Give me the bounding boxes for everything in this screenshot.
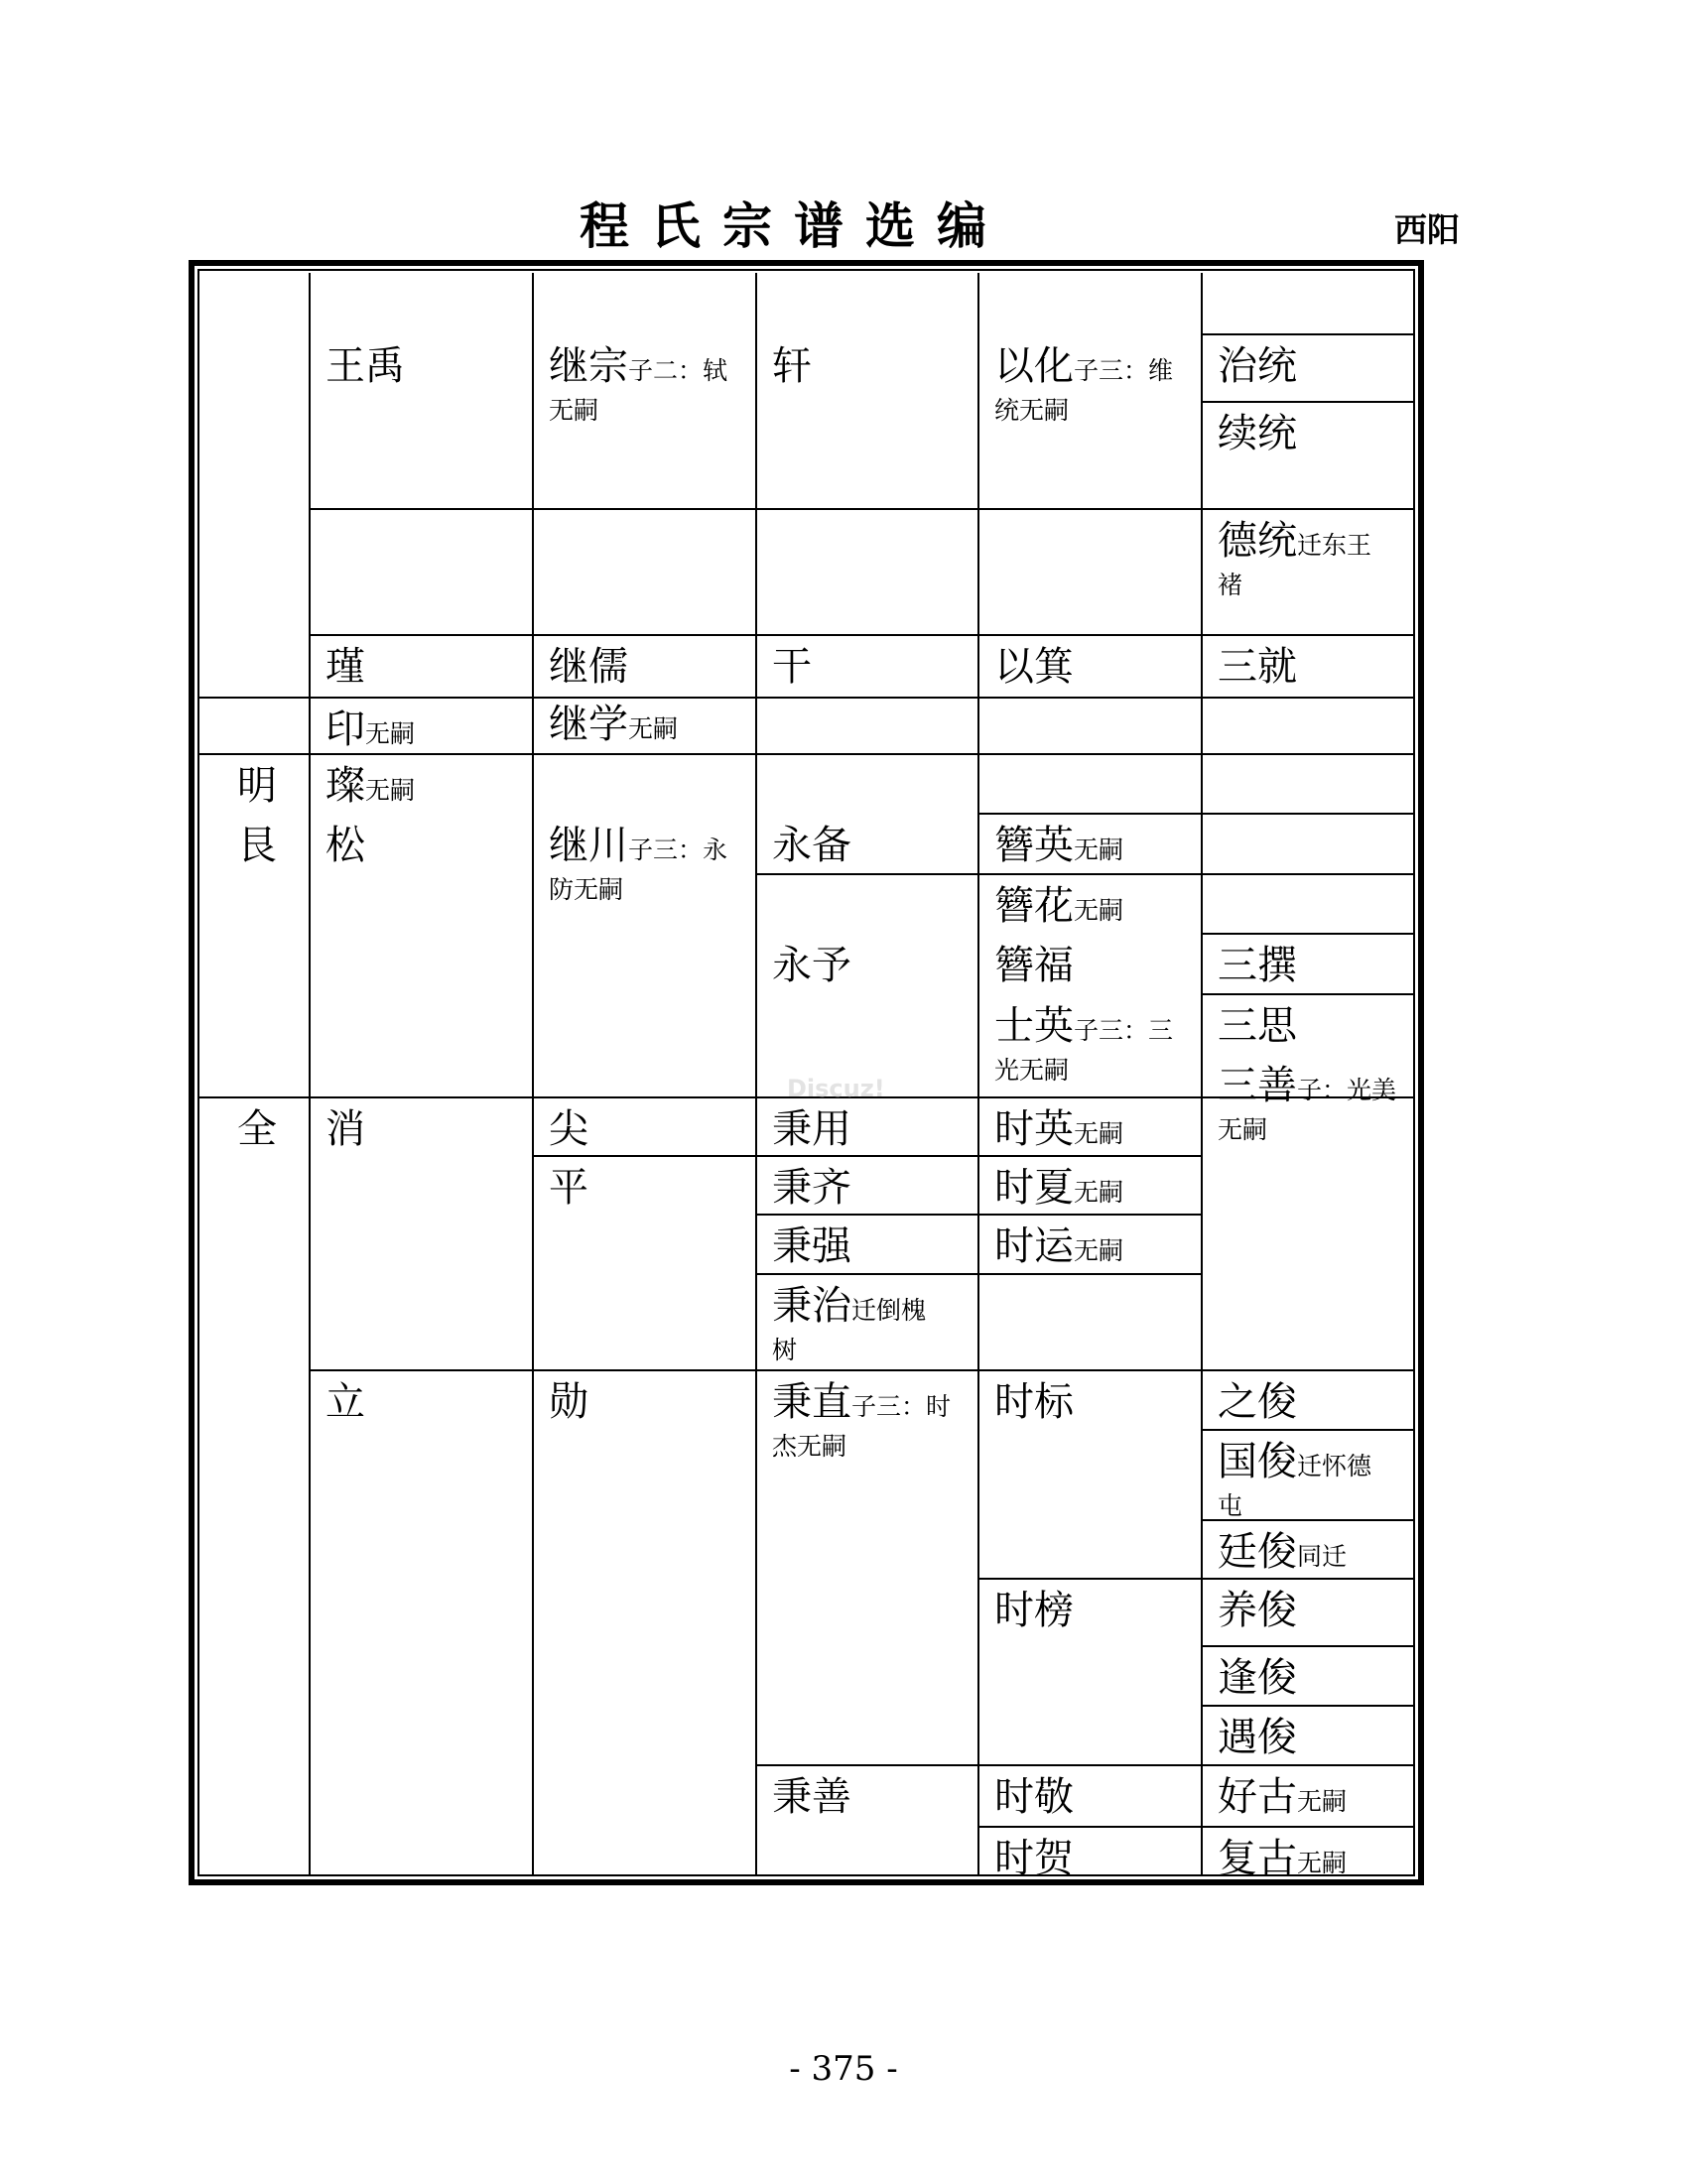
person-note-continued: 褚 bbox=[1218, 571, 1243, 599]
name-cell bbox=[310, 1370, 533, 1874]
person-note-continued: 屯 bbox=[1218, 1491, 1243, 1520]
second-person-line bbox=[549, 703, 756, 749]
name-cell bbox=[310, 334, 533, 635]
person-name: 勋 bbox=[549, 1379, 588, 1425]
name-cell bbox=[756, 1370, 978, 1765]
page-title: 程氏宗谱选编 bbox=[580, 196, 1008, 255]
person-name: 永备 bbox=[772, 823, 851, 868]
person-name: 璨 bbox=[325, 763, 365, 809]
person-name: 以箕 bbox=[994, 644, 1074, 690]
person-name: 平 bbox=[549, 1165, 588, 1211]
person-note: 子三：维 bbox=[1074, 356, 1174, 385]
name-cell bbox=[978, 1765, 1202, 1827]
name-cell bbox=[310, 698, 533, 754]
person-note: 无嗣 bbox=[1074, 835, 1124, 864]
name-cell bbox=[978, 1097, 1202, 1156]
name-cell bbox=[756, 1765, 978, 1874]
person-name: 立 bbox=[325, 1379, 365, 1425]
name-cell bbox=[978, 994, 1202, 1097]
name-cell bbox=[1202, 334, 1413, 402]
person-name: 秉直 bbox=[772, 1379, 851, 1425]
name-cell bbox=[310, 814, 533, 1097]
person-note-continued: 无嗣 bbox=[549, 396, 599, 425]
person-note: 迁东王 bbox=[1297, 531, 1372, 560]
name-cell bbox=[978, 1156, 1202, 1215]
name-cell bbox=[978, 814, 1202, 874]
person-note-continued: 光无嗣 bbox=[994, 1056, 1070, 1085]
person-note: 无嗣 bbox=[365, 776, 416, 805]
name-cell bbox=[1202, 509, 1413, 635]
name-cell bbox=[310, 754, 533, 814]
person-note-continued: 杰无嗣 bbox=[772, 1432, 847, 1461]
person-name: 以化 bbox=[994, 343, 1074, 389]
name-cell bbox=[1202, 402, 1413, 509]
person-name: 秉用 bbox=[772, 1106, 851, 1152]
name-cell bbox=[756, 334, 978, 635]
name-cell bbox=[533, 814, 756, 1097]
person-name: 轩 bbox=[772, 343, 812, 389]
person-name: 印 bbox=[325, 707, 365, 752]
person-name: 时敬 bbox=[994, 1774, 1074, 1820]
person-note: 子三：三 bbox=[1074, 1016, 1174, 1045]
person-name: 三思 bbox=[1218, 1003, 1297, 1049]
person-name: 廷俊 bbox=[1218, 1529, 1297, 1575]
name-cell bbox=[756, 1156, 978, 1215]
person-name: 艮 bbox=[237, 823, 277, 868]
person-name: 明 bbox=[237, 763, 277, 809]
person-name: 三就 bbox=[1218, 644, 1297, 690]
name-cell bbox=[533, 635, 756, 747]
name-cell bbox=[1202, 934, 1413, 994]
person-name: 王禹 bbox=[325, 343, 405, 389]
person-name: 复古 bbox=[1218, 1836, 1297, 1881]
person-name: 养俊 bbox=[1218, 1588, 1297, 1633]
person-name: 簪福 bbox=[994, 943, 1074, 988]
person-name: 之俊 bbox=[1218, 1379, 1297, 1425]
person-note: 无嗣 bbox=[1074, 1236, 1124, 1265]
name-cell bbox=[978, 1215, 1202, 1274]
person-note-continued: 无嗣 bbox=[1218, 1115, 1268, 1144]
person-name: 秉治 bbox=[772, 1283, 851, 1329]
person-note: 无嗣 bbox=[1297, 1849, 1348, 1877]
name-cell bbox=[1202, 1646, 1413, 1706]
name-cell bbox=[1202, 635, 1413, 698]
watermark: Discuz! bbox=[787, 1075, 885, 1102]
name-cell bbox=[978, 1370, 1202, 1579]
name-cell bbox=[756, 1274, 978, 1370]
name-cell bbox=[1202, 1765, 1413, 1827]
name-cell bbox=[199, 754, 310, 814]
person-name: 逢俊 bbox=[1218, 1655, 1297, 1701]
person-name: 遇俊 bbox=[1218, 1715, 1297, 1760]
person-name: 三撰 bbox=[1218, 943, 1297, 988]
region-label: 西阳 bbox=[1394, 210, 1460, 249]
name-cell bbox=[1202, 1827, 1413, 1881]
person-name: 国俊 bbox=[1218, 1439, 1297, 1484]
name-cell bbox=[533, 1370, 756, 1874]
person-name: 簪英 bbox=[994, 823, 1074, 868]
person-name: 士英 bbox=[994, 1003, 1074, 1049]
person-name: 时标 bbox=[994, 1379, 1074, 1425]
person-note: 迁怀德 bbox=[1297, 1452, 1372, 1480]
person-name: 消 bbox=[325, 1106, 365, 1152]
name-cell bbox=[533, 334, 756, 635]
name-cell bbox=[1202, 1520, 1413, 1579]
person-name: 瑾 bbox=[325, 644, 365, 690]
name-cell bbox=[199, 1097, 310, 1874]
person-name: 簪花 bbox=[994, 883, 1074, 929]
person-name: 继川 bbox=[549, 823, 628, 868]
person-name: 尖 bbox=[549, 1106, 588, 1152]
person-name: 继宗 bbox=[549, 343, 628, 389]
person-note: 无嗣 bbox=[1297, 1787, 1348, 1816]
person-name: 好古 bbox=[1218, 1774, 1297, 1820]
person-name: 时运 bbox=[994, 1223, 1074, 1269]
person-note-continued: 统无嗣 bbox=[994, 396, 1070, 425]
person-note: 子：光美 bbox=[1297, 1076, 1397, 1104]
person-note: 无嗣 bbox=[1074, 1178, 1124, 1207]
person-name: 时夏 bbox=[994, 1165, 1074, 1211]
name-cell bbox=[1202, 1579, 1413, 1646]
person-name: 时榜 bbox=[994, 1588, 1074, 1633]
name-cell bbox=[978, 874, 1202, 934]
person-name: 秉强 bbox=[772, 1223, 851, 1269]
person-name: 干 bbox=[772, 644, 812, 690]
name-cell bbox=[1202, 994, 1413, 1054]
name-cell bbox=[310, 635, 533, 698]
name-cell bbox=[199, 814, 310, 1097]
person-note: 子三：永 bbox=[628, 835, 728, 864]
person-name: 秉善 bbox=[772, 1774, 851, 1820]
name-cell bbox=[756, 1097, 978, 1156]
name-cell bbox=[978, 334, 1202, 635]
person-note: 无嗣 bbox=[365, 719, 416, 748]
person-name: 全 bbox=[237, 1106, 277, 1152]
person-name: 三善 bbox=[1218, 1063, 1297, 1108]
person-name: 时贺 bbox=[994, 1836, 1074, 1881]
person-note: 无嗣 bbox=[628, 714, 679, 743]
name-cell bbox=[1202, 1430, 1413, 1520]
person-note: 同迁 bbox=[1297, 1542, 1348, 1571]
person-note-continued: 防无嗣 bbox=[549, 875, 624, 904]
person-note: 迁倒槐 bbox=[851, 1296, 927, 1325]
person-name: 继学 bbox=[549, 702, 628, 747]
person-name: 松 bbox=[325, 823, 365, 868]
name-cell bbox=[1202, 1370, 1413, 1430]
page-number: - 375 - bbox=[789, 2049, 898, 2089]
name-cell bbox=[978, 1579, 1202, 1765]
person-name: 永予 bbox=[772, 943, 851, 988]
person-name: 德统 bbox=[1218, 518, 1297, 564]
person-note: 无嗣 bbox=[1074, 896, 1124, 925]
person-note: 子二：轼 bbox=[628, 356, 728, 385]
person-name: 续统 bbox=[1218, 411, 1297, 456]
person-name: 治统 bbox=[1218, 343, 1297, 389]
person-name: 继儒 bbox=[549, 644, 628, 690]
name-cell bbox=[1202, 1054, 1413, 1144]
name-cell bbox=[310, 1097, 533, 1370]
name-cell bbox=[978, 1827, 1202, 1881]
name-cell bbox=[756, 635, 978, 698]
person-note-continued: 树 bbox=[772, 1336, 798, 1364]
name-cell bbox=[533, 1097, 756, 1156]
name-cell bbox=[533, 1156, 756, 1370]
name-cell bbox=[978, 635, 1202, 698]
person-name: 秉齐 bbox=[772, 1165, 851, 1211]
name-cell bbox=[756, 814, 978, 934]
person-note: 子三：时 bbox=[851, 1392, 952, 1421]
person-name: 时英 bbox=[994, 1106, 1074, 1152]
name-cell bbox=[756, 1215, 978, 1274]
name-cell bbox=[978, 934, 1202, 994]
person-note: 无嗣 bbox=[1074, 1119, 1124, 1148]
name-cell bbox=[1202, 1706, 1413, 1765]
